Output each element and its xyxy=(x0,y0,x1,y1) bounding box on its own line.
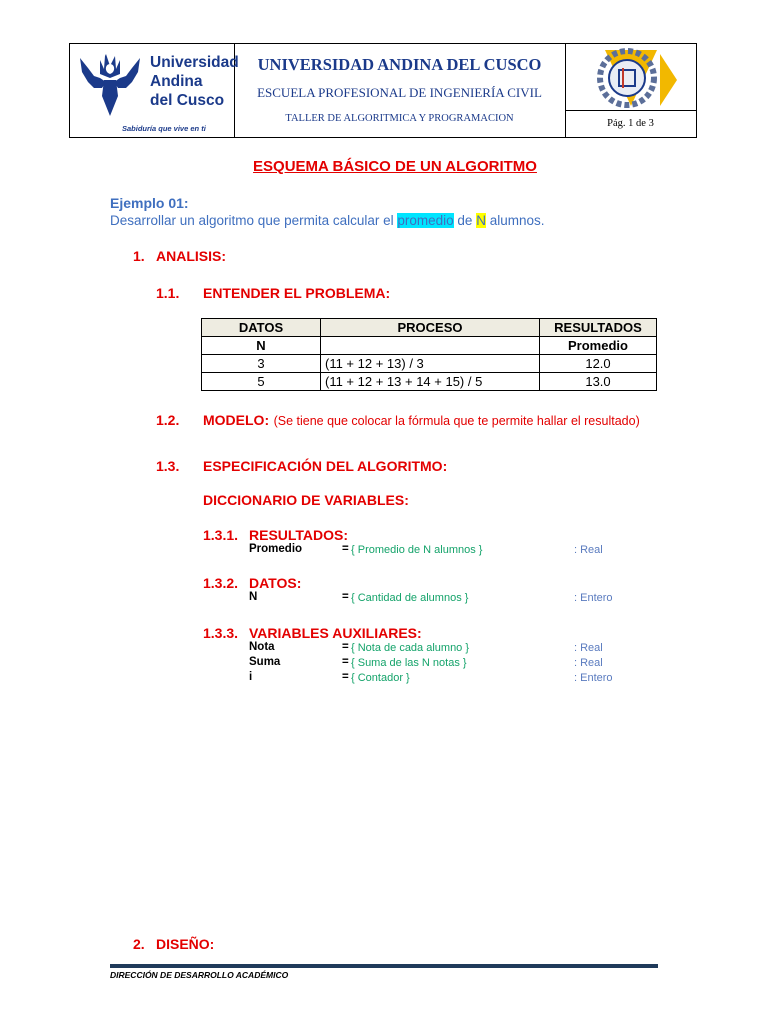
example-text-after: alumnos. xyxy=(485,213,545,228)
section-1-2-label: MODELO: xyxy=(203,412,270,428)
table-header-datos: DATOS xyxy=(202,319,321,337)
highlight-n: N xyxy=(476,213,486,228)
section-1-3-1-number: 1.3.1. xyxy=(203,527,239,543)
table-cell: (11 + 12 + 13 + 14 + 15) / 5 xyxy=(321,373,540,391)
section-1-2-line xyxy=(203,412,640,430)
section-2-label: DISEÑO: xyxy=(156,936,215,952)
table-cell: 5 xyxy=(202,373,321,391)
section-1-number: 1. xyxy=(133,248,145,264)
variable-equals: = xyxy=(342,641,349,653)
table-header-proceso: PROCESO xyxy=(321,319,540,337)
table-header-resultados: RESULTADOS xyxy=(540,319,657,337)
table-subheader-cell: N xyxy=(202,337,321,355)
section-1-1-label: ENTENDER EL PROBLEMA: xyxy=(203,285,391,301)
table-cell: (11 + 12 + 13) / 3 xyxy=(321,355,540,373)
logo-tagline: Sabiduría que vive en ti xyxy=(122,124,206,133)
section-1-2-note: (Se tiene que colocar la fórmula que te permite hallar el resultado) xyxy=(273,414,640,428)
section-1-3-number: 1.3. xyxy=(156,458,180,474)
dictionary-label: DICCIONARIO DE VARIABLES: xyxy=(203,492,409,508)
variable-type: : Real xyxy=(574,544,603,556)
example-text-before: Desarrollar un algoritmo que permita calcular el xyxy=(110,213,398,228)
section-1-3-label: ESPECIFICACIÓN DEL ALGORITMO: xyxy=(203,458,448,474)
variable-equals: = xyxy=(342,656,349,668)
example-statement xyxy=(110,213,544,228)
logo-text-line-2: Andina xyxy=(150,73,203,90)
variable-name: N xyxy=(249,591,258,603)
university-name: UNIVERSIDAD ANDINA DEL CUSCO xyxy=(257,55,542,74)
header-title-cell xyxy=(234,44,566,137)
table-subheader-cell xyxy=(321,337,540,355)
university-logo xyxy=(70,44,239,137)
header-right-cell xyxy=(565,44,696,137)
table-cell: 3 xyxy=(202,355,321,373)
variable-type: : Real xyxy=(574,657,603,669)
school-name: ESCUELA PROFESIONAL DE INGENIERÍA CIVIL xyxy=(257,85,542,100)
section-1-label: ANALISIS: xyxy=(156,248,226,264)
section-1-2-number: 1.2. xyxy=(156,412,180,428)
variable-equals: = xyxy=(342,543,349,555)
section-1-3-2-number: 1.3.2. xyxy=(203,575,239,591)
variable-equals: = xyxy=(342,591,349,603)
course-name: TALLER DE ALGORITMICA Y PROGRAMACION xyxy=(285,113,514,124)
section-1-1-number: 1.1. xyxy=(156,285,180,301)
table-cell: 12.0 xyxy=(540,355,657,373)
variable-type: : Entero xyxy=(574,592,613,604)
document-title: ESQUEMA BÁSICO DE UN ALGORITMO xyxy=(253,158,537,175)
variable-type: : Entero xyxy=(574,672,613,684)
page-number: Pág. 1 de 3 xyxy=(607,118,654,129)
variable-description: { Cantidad de alumnos } xyxy=(351,592,469,604)
table-cell: 13.0 xyxy=(540,373,657,391)
variable-description: { Nota de cada alumno } xyxy=(351,642,470,654)
variable-description: { Promedio de N alumnos } xyxy=(351,544,483,556)
variable-name: Nota xyxy=(249,641,275,653)
table-row xyxy=(202,373,657,391)
variable-equals: = xyxy=(342,671,349,683)
section-1-3-3-label: VARIABLES AUXILIARES: xyxy=(249,625,422,641)
table-header-row xyxy=(202,319,657,337)
highlight-promedio: promedio xyxy=(397,213,454,228)
variable-description: { Suma de las N notas } xyxy=(351,657,467,669)
section-1-3-2-label: DATOS: xyxy=(249,575,302,591)
variable-description: { Contador } xyxy=(351,672,410,684)
table-subheader-row xyxy=(202,337,657,355)
logo-text-line-1: Universidad xyxy=(150,54,239,71)
table-row xyxy=(202,355,657,373)
logo-text-line-3: del Cusco xyxy=(150,92,225,109)
document-header xyxy=(69,43,697,138)
footer-rule xyxy=(110,964,658,968)
example-text-mid: de xyxy=(453,213,477,228)
variable-name: i xyxy=(249,671,253,683)
gear-emblem-icon xyxy=(565,44,696,110)
example-heading: Ejemplo 01: xyxy=(110,195,189,211)
variable-name: Suma xyxy=(249,656,281,668)
problem-table xyxy=(201,318,657,391)
section-2-number: 2. xyxy=(133,936,145,952)
variable-type: : Real xyxy=(574,642,603,654)
section-1-3-1-label: RESULTADOS: xyxy=(249,527,349,543)
footer-text: DIRECCIÓN DE DESARROLLO ACADÉMICO xyxy=(110,970,289,980)
variable-name: Promedio xyxy=(249,543,303,555)
table-subheader-cell: Promedio xyxy=(540,337,657,355)
section-1-3-3-number: 1.3.3. xyxy=(203,625,239,641)
